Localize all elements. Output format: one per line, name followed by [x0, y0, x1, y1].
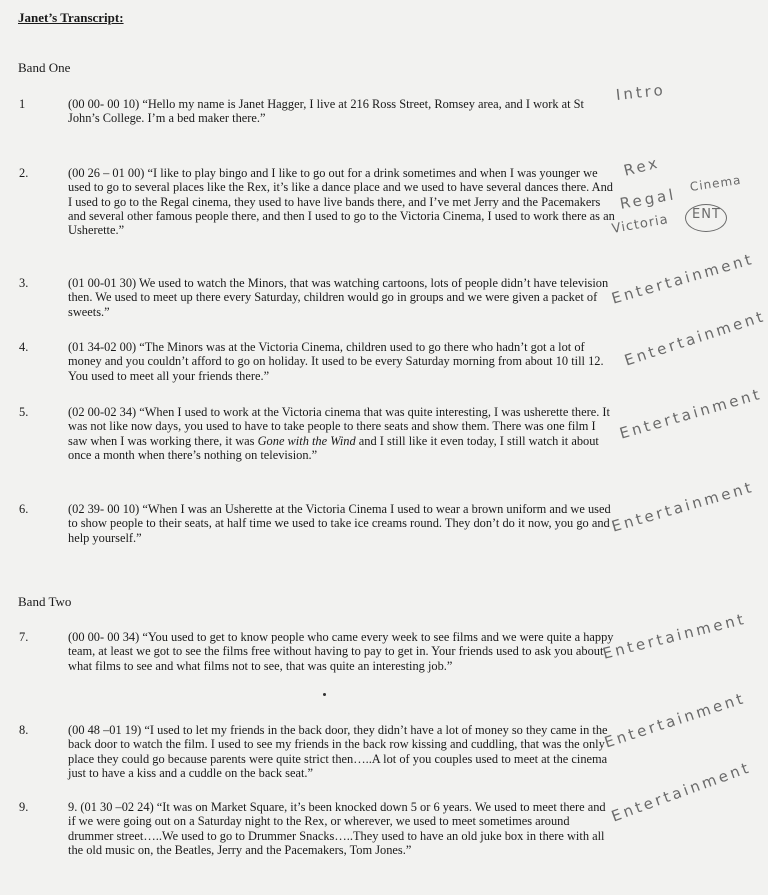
entry-text: (01 34-02 00) “The Minors was at the Victoria Cinema, children used to go there who hadn’t got a lot of money and you couldn’t afford to go on holiday. It used to be every Saturday morning from about 10 till 12. You used to meet all your friends there.” — [68, 340, 604, 383]
entry-number: 5. — [19, 405, 29, 419]
handwritten-note-entertainment-9: Entertainment — [608, 758, 754, 826]
handwritten-note-cinema: Cinema — [689, 172, 743, 194]
handwritten-note-entertainment-8: Entertainment — [602, 688, 748, 752]
band-two-heading: Band Two — [18, 594, 72, 609]
film-title: Gone with the Wind — [257, 433, 356, 448]
entry-number: 7. — [19, 630, 29, 644]
entry-number: 8. — [19, 723, 29, 737]
handwritten-note-entertainment-3: Entertainment — [609, 249, 757, 308]
handwritten-note-regal: Regal — [618, 185, 678, 213]
handwritten-note-ent: ENT — [692, 207, 721, 222]
entry-text: (00 00- 00 10) “Hello my name is Janet Hagger, I live at 216 Ross Street, Romsey area, and I work at St John’s College. I’m a bed maker there.” — [68, 97, 585, 126]
entry-text: (02 00-02 34) “When I used to work at the Victoria cinema that was quite interesting, I was usherette there. It was not like now days, you used to have to take people to there seats and show them. There was one film I saw when I was working there, it was Gone with the Wind and I still like it even today, I still watch it about once a month when there’s nothing on television.” — [68, 405, 610, 462]
entry-text: (02 39- 00 10) “When I was an Usherette at the Victoria Cinema I used to wear a brown uniform and we used to show people to their seats, at half time we used to take ice creams round. They don’t do it now, you go and help yourself.” — [68, 502, 611, 545]
entry-text: 9. (01 30 –02 24) “It was on Market Square, it’s been knocked down 5 or 6 years. We used to meet there and if we were going out on a Saturday night to the Rex, or wherever, we used to meet sometimes around drummer street…..We used to go to Drummer Snacks…..They used to have an old juke box in there with all the old music on, the Beatles, Jerry and the Pacemakers, Tom Jones.” — [68, 800, 606, 857]
page-title: Janet’s Transcript: — [18, 10, 124, 25]
entry-number: 3. — [19, 276, 29, 290]
handwritten-note-rex: Rex — [621, 153, 662, 180]
handwritten-note-entertainment-6: Entertainment — [609, 477, 757, 536]
handwritten-note-entertainment-7: Entertainment — [600, 609, 749, 663]
band-one-heading: Band One — [18, 60, 71, 75]
entry-number: 9. — [19, 800, 29, 814]
handwritten-note-entertainment-5: Entertainment — [617, 384, 765, 443]
entry-number: 4. — [19, 340, 29, 354]
handwritten-note-entertainment-4: Entertainment — [622, 306, 768, 370]
entry-text: (00 00- 00 34) “You used to get to know people who came every week to see films and we were quite a happy team, at least we got to see the films free without having to pay to get in. Your friends used to ask you about what films to see and what films not to see, that was quite an interesting job.” — [68, 630, 614, 673]
entry-text: (00 48 –01 19) “I used to let my friends in the back door, they didn’t have a lot of money so they came in the back door to watch the film. I used to see my friends in the back row kissing and cuddling, that was the only place they could go because parents were quite strict then…..A lot of you couples used to meet at the cinema just to have a kiss and a cuddle on the back seat.” — [68, 723, 608, 780]
stray-mark — [323, 693, 326, 696]
entry-number: 2. — [19, 166, 29, 180]
handwritten-note-intro: Intro — [615, 80, 667, 104]
handwritten-note-victoria: Victoria — [610, 212, 670, 237]
entry-text: (01 00-01 30) We used to watch the Minors, that was watching cartoons, lots of people didn’t have television then. We used to meet up there every Saturday, children would go in groups and we were given a packet of sweets.” — [68, 276, 609, 319]
entry-number: 6. — [19, 502, 29, 516]
entry-text: (00 26 – 01 00) “I like to play bingo and I like to go out for a drink sometimes and when I was younger we used to go to several places like the Rex, it’s like a dance place and we used to have several dances there. And I used to go to the Regal cinema, they used to have live bands there, and I’ve met Jerry and the Pacemakers and several other famous people there, and then I used to go to the Victoria Cinema, I used to work there as an Usherette.” — [68, 166, 615, 238]
entry-number: 1 — [19, 97, 26, 111]
